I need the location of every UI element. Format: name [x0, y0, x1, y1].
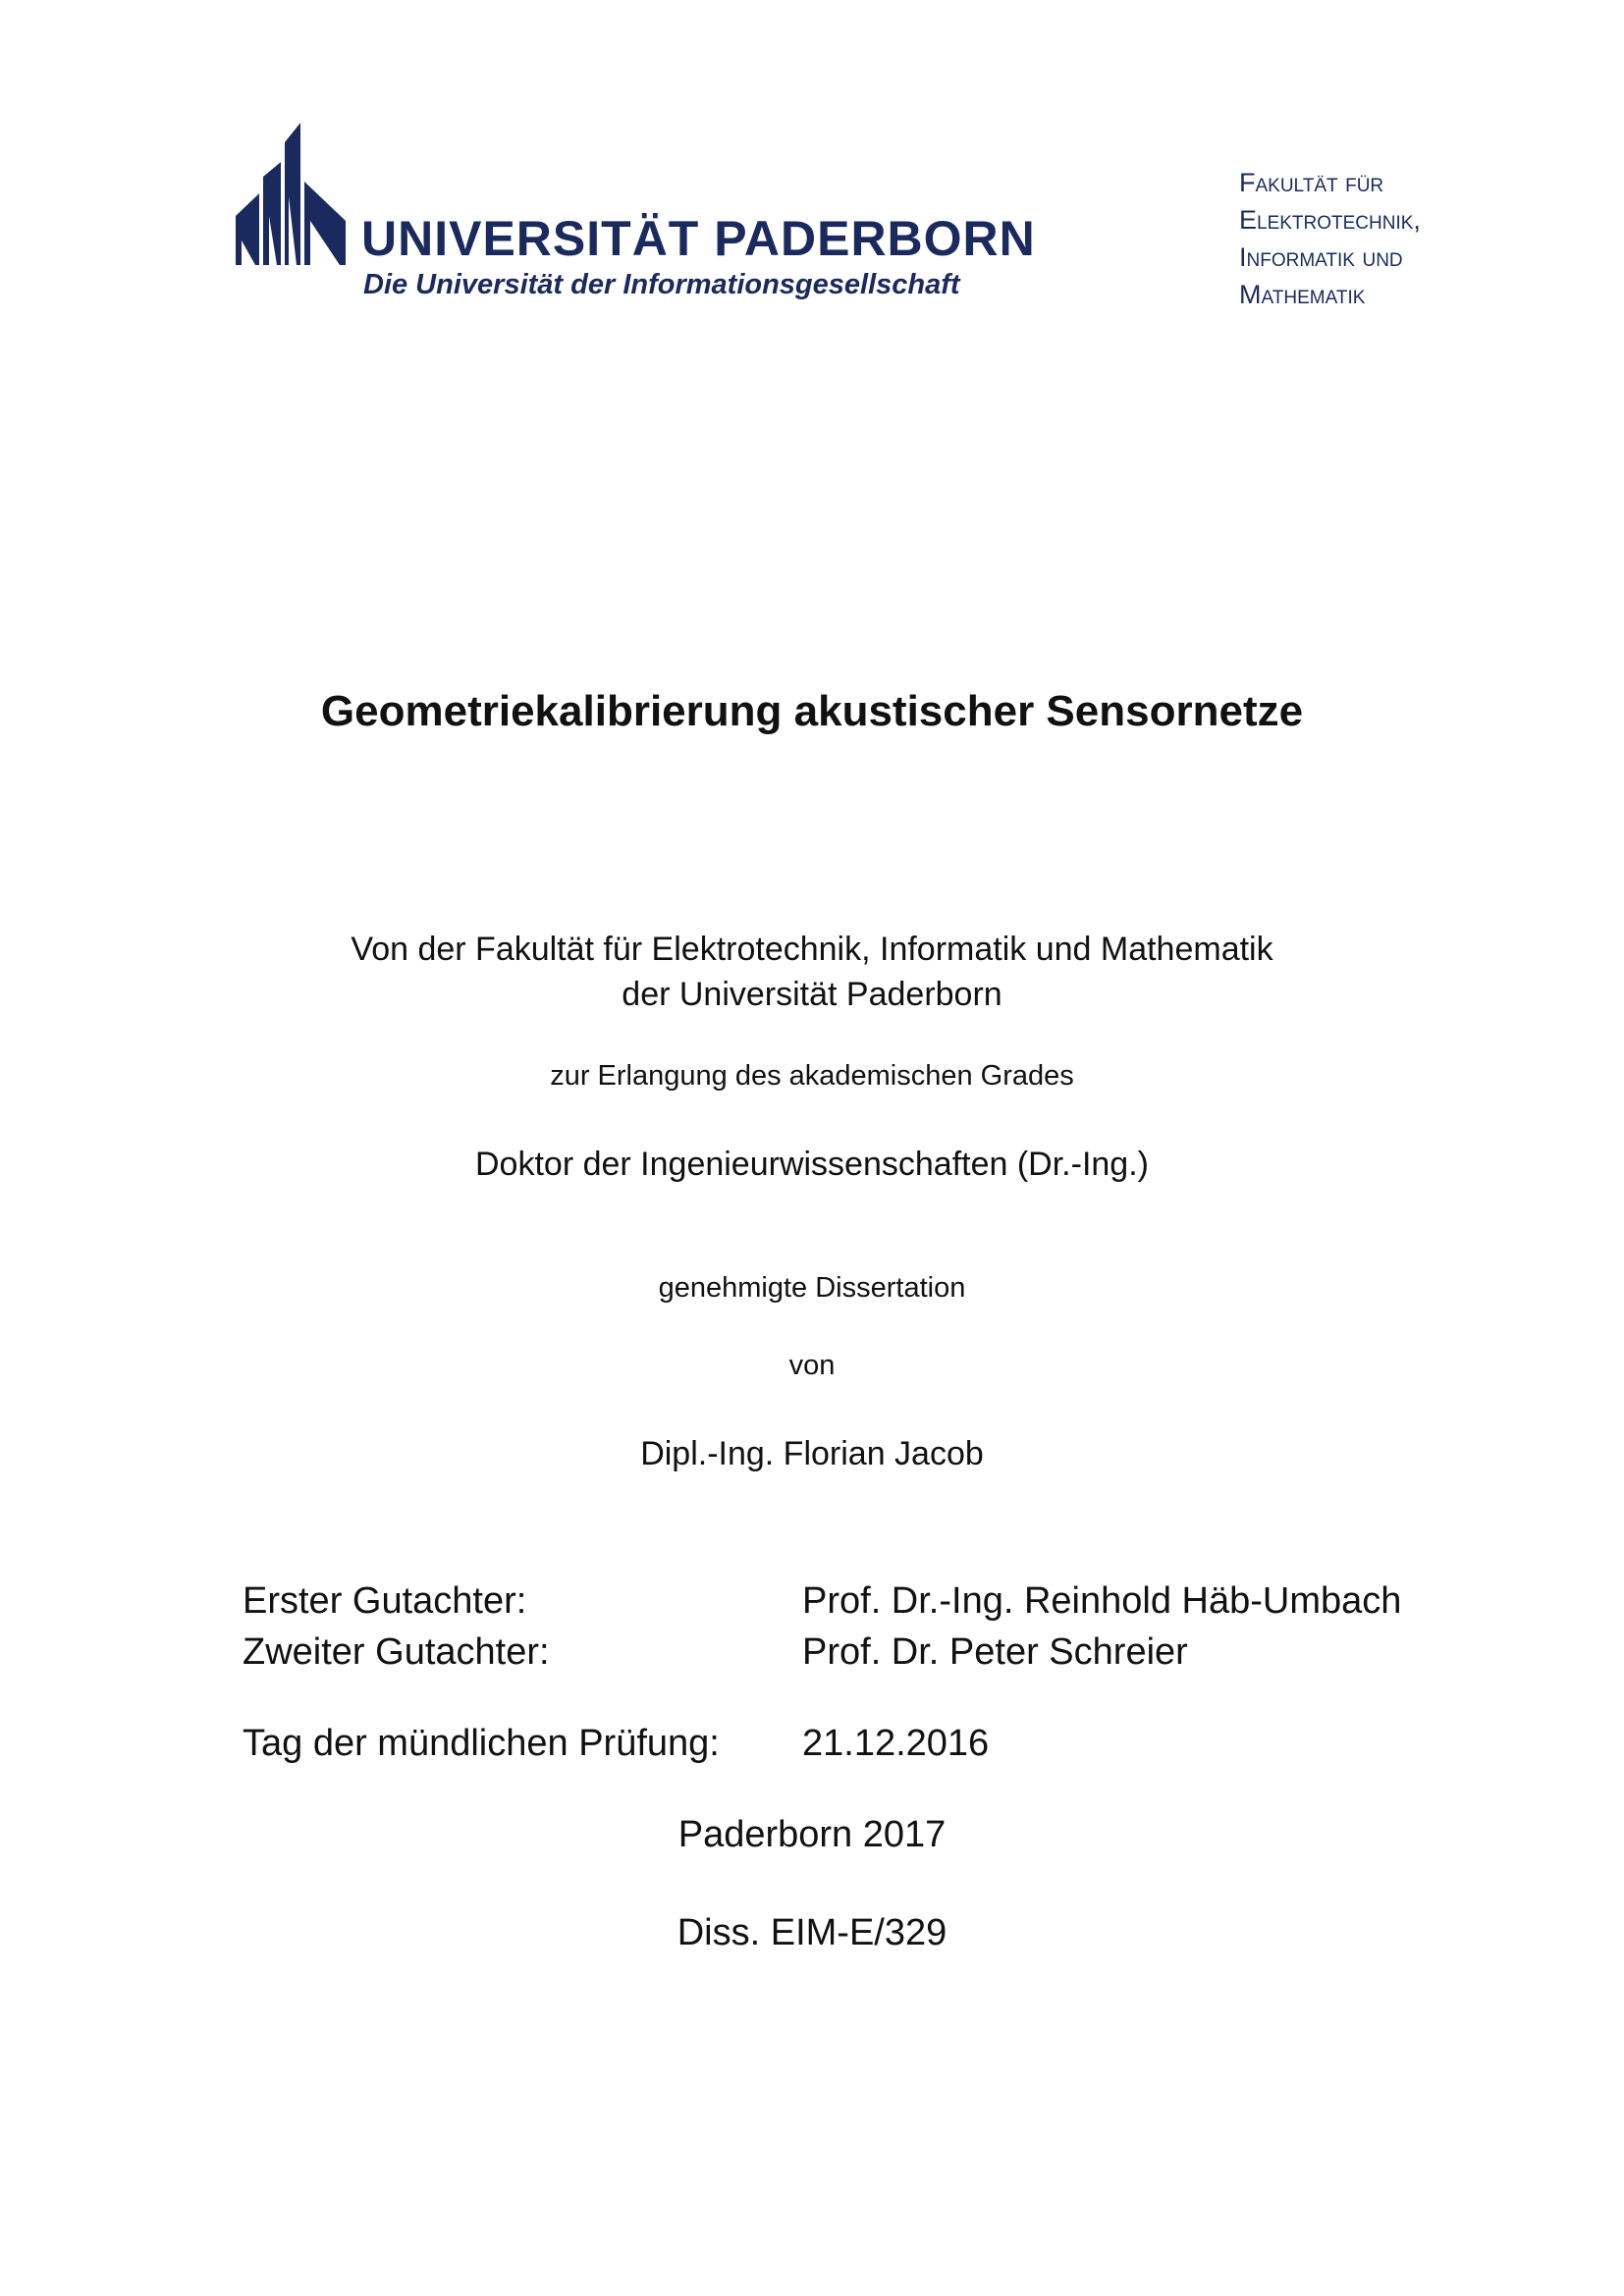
- submission-line-2: der Universität Paderborn: [622, 976, 1002, 1013]
- examiner-name: Prof. Dr.-Ing. Reinhold Häb-Umbach: [802, 1580, 1402, 1622]
- exam-date-label: Tag der mündlichen Prüfung:: [243, 1723, 720, 1764]
- examiner-label: Erster Gutachter:: [243, 1580, 527, 1622]
- examiner-label: Zweiter Gutachter:: [243, 1631, 550, 1673]
- faculty-line: Fakultät für: [1239, 168, 1384, 197]
- university-tagline: Die Universität der Informationsgesellschaft: [363, 269, 960, 300]
- exam-date-value: 21.12.2016: [802, 1723, 990, 1764]
- faculty-line: Elektrotechnik,: [1239, 205, 1421, 235]
- degree-name: Doktor der Ingenieurwissenschaften (Dr.-Ing.): [475, 1146, 1149, 1183]
- by-label: von: [788, 1350, 836, 1381]
- faculty-line: Mathematik: [1239, 280, 1366, 309]
- series-id: Diss. EIM-E/329: [677, 1912, 947, 1953]
- faculty-line: Informatik und: [1239, 242, 1403, 272]
- examiner-name: Prof. Dr. Peter Schreier: [802, 1631, 1188, 1673]
- university-name: UNIVERSITÄT PADERBORN: [361, 211, 1036, 266]
- dissertation-type: genehmigte Dissertation: [658, 1272, 966, 1304]
- thesis-title: Geometriekalibrierung akustischer Sensornetze: [320, 687, 1304, 735]
- faculty-name: [1239, 164, 1421, 313]
- submission-faculty: [0, 927, 1624, 1017]
- place-year: Paderborn 2017: [677, 1814, 947, 1855]
- submission-line-1: Von der Fakultät für Elektrotechnik, Informatik und Mathematik: [351, 931, 1273, 968]
- university-building-icon: [236, 123, 346, 265]
- author-name: Dipl.-Ing. Florian Jacob: [640, 1435, 984, 1472]
- degree-purpose: zur Erlangung des akademischen Grades: [550, 1060, 1074, 1092]
